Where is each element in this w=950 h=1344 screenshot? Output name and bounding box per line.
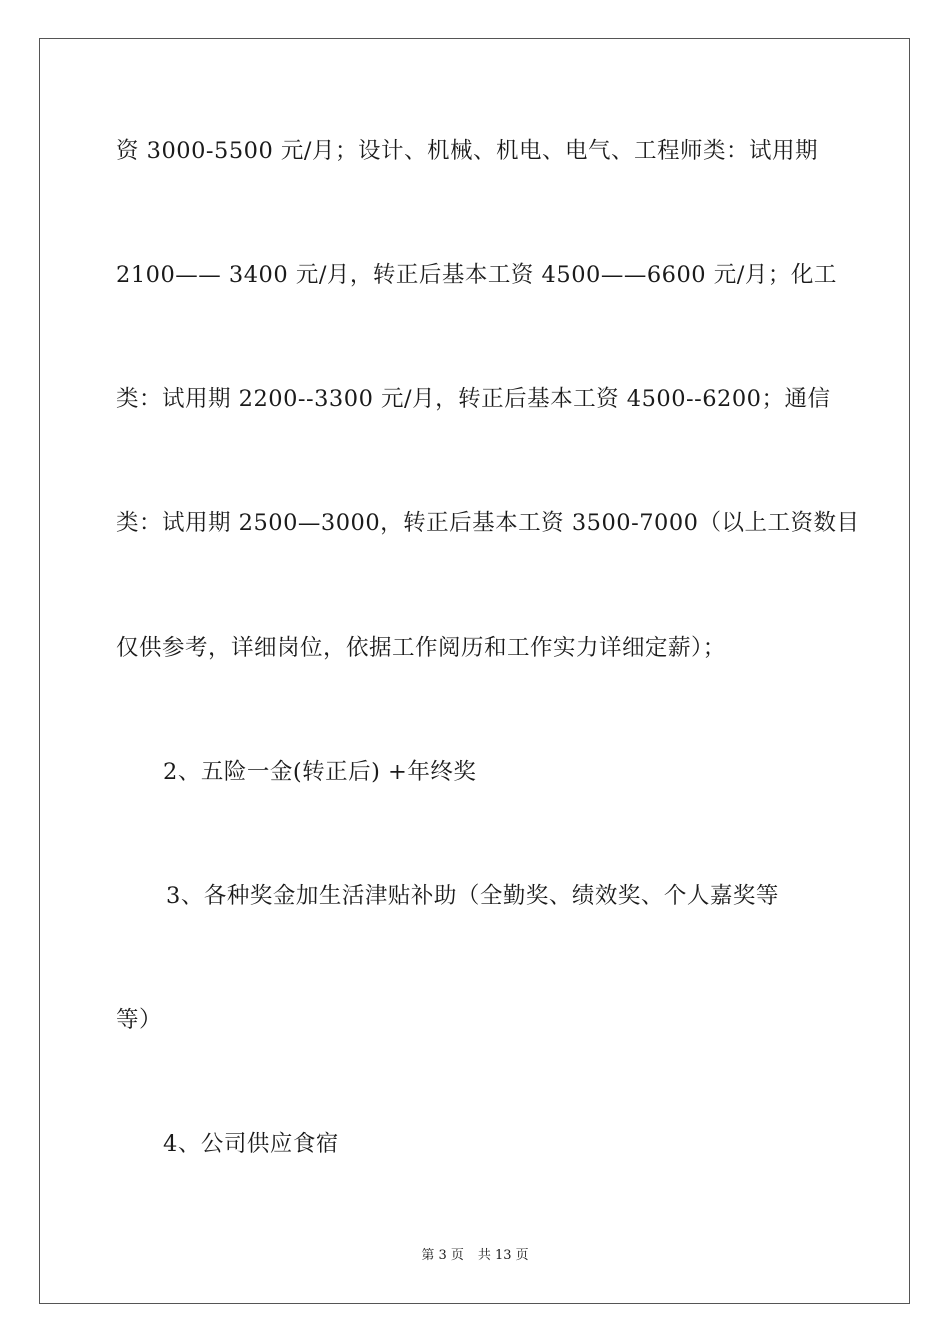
body-line-2: 2100—— 3400 元/月，转正后基本工资 4500——6600 元/月；化工: [116, 262, 837, 288]
page-border: [39, 38, 910, 1304]
body-line-5: 仅供参考，详细岗位，依据工作阅历和工作实力详细定薪）；: [116, 635, 726, 661]
benefit-item-2: 2、五险一金(转正后) +年终奖: [163, 759, 477, 785]
body-line-3: 类：试用期 2200--3300 元/月，转正后基本工资 4500--6200；通信: [116, 386, 831, 412]
page-total: 共 13 页: [477, 1248, 529, 1263]
benefit-item-3-continued: 等）: [116, 1007, 163, 1033]
page-footer: [0, 1247, 950, 1265]
body-line-4: 类：试用期 2500—3000，转正后基本工资 3500-7000（以上工资数目: [116, 510, 860, 536]
benefit-item-3: 3、各种奖金加生活津贴补助（全勤奖、绩效奖、个人嘉奖等: [166, 883, 779, 909]
body-line-1: 资 3000-5500 元/月；设计、机械、机电、电气、工程师类：试用期: [116, 138, 819, 164]
page-number: 第 3 页: [421, 1248, 464, 1263]
benefit-item-4: 4、公司供应食宿: [163, 1131, 339, 1157]
